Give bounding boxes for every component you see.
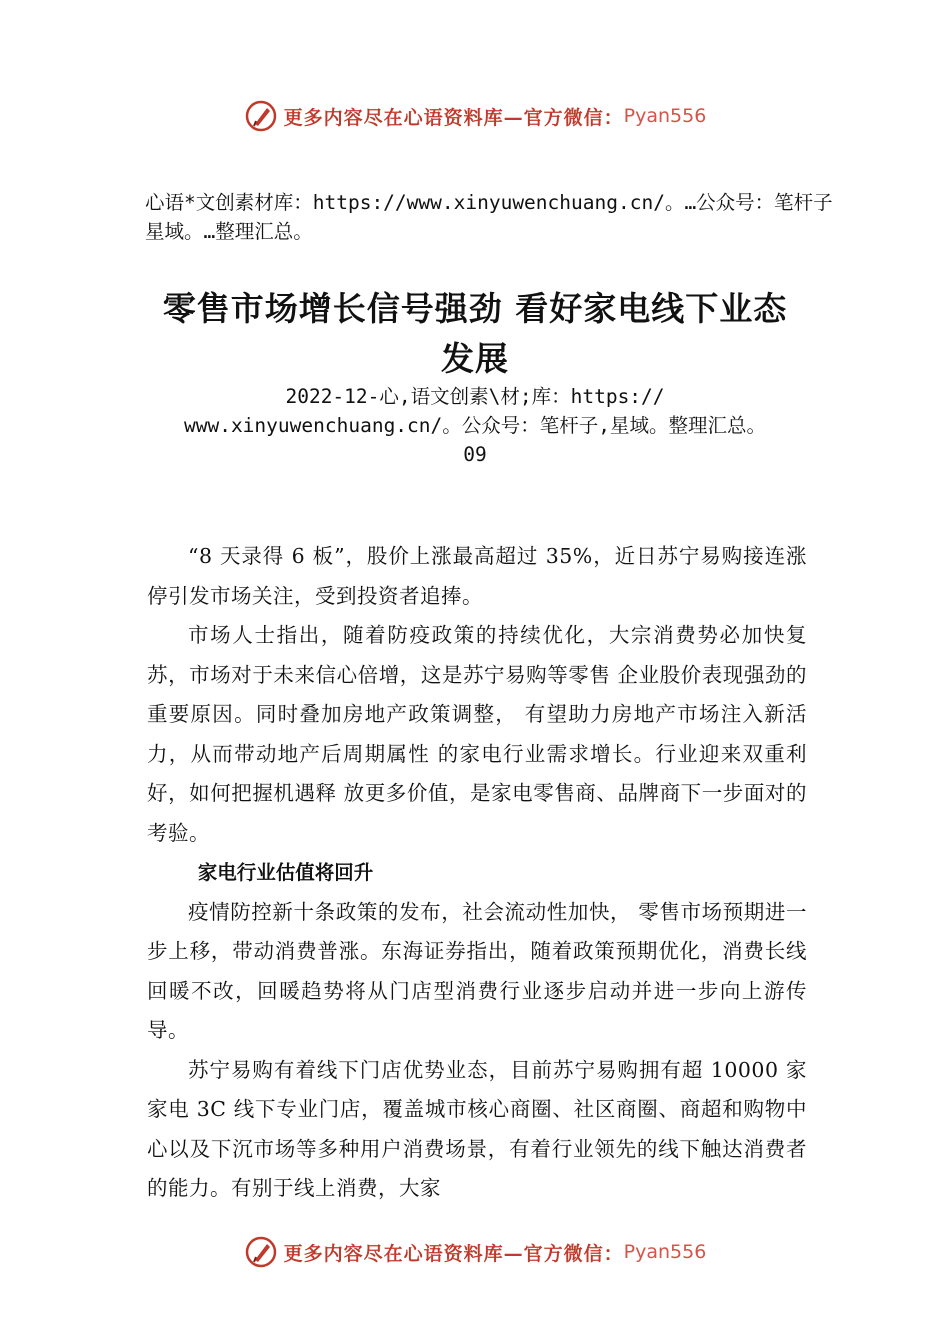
title-line-2: 发展 <box>441 339 509 378</box>
section-heading: 家电行业估值将回升 <box>197 861 374 884</box>
title-line-1: 零售市场增长信号强劲 看好家电线下业态 <box>162 289 788 328</box>
article-body <box>147 537 807 1209</box>
article-meta <box>130 382 820 469</box>
pen-logo-icon <box>244 1235 278 1269</box>
paragraph: 市场人士指出，随着防疫政策的持续优化，大宗消费势必加快复苏，市场对于未来信心倍增，这是苏宁易购等零售 企业股价表现强劲的重要原因。同时叠加房地产政策调整， 有望助力房地产市场注入新活力，从而带动地产后周期属性 的家电行业需求增长。行业迎来双重利好，如何把握机遇释 放更多价值，是家电零售商、品牌商下一步面对的考验。 <box>147 623 807 845</box>
banner-text: 更多内容尽在心语资料库—官方微信： <box>283 1242 624 1265</box>
footer-banner <box>0 1232 950 1272</box>
header-banner <box>0 96 950 136</box>
meta-line-3: 09 <box>463 443 487 466</box>
meta-line-1: 2022-12-心,语文创素\材;库：https:// <box>285 385 665 408</box>
paragraph: 苏宁易购有着线下门店优势业态，目前苏宁易购拥有超 10000 家家电 3C 线下专业门店，覆盖城市核心商圈、社区商圈、商超和购物中心以及下沉市场等多种用户消费场景，有着行业领先的线下触达消费者的能力。有别于线上消费，大家 <box>147 1057 807 1200</box>
paragraph: 疫情防控新十条政策的发布，社会流动性加快， 零售市场预期进一步上移，带动消费普涨。东海证券指出，随着政策预期优化，消费长线回暖不改，回暖趋势将从门店型消费行业逐步启动并进一步向上游传导。 <box>147 899 807 1042</box>
banner-wechat-id: Pyan556 <box>623 1241 707 1263</box>
article-title <box>100 284 850 384</box>
meta-line-2: www.xinyuwenchuang.cn/。公众号：笔杆子,星域。整理汇总。 <box>183 414 767 437</box>
paragraph: “8 天录得 6 板”，股价上涨最高超过 35%，近日苏宁易购接连涨停引发市场关注，受到投资者追捧。 <box>147 544 807 608</box>
banner-wechat-id: Pyan556 <box>623 105 707 127</box>
banner-text: 更多内容尽在心语资料库—官方微信： <box>283 106 624 129</box>
source-note: 心语*文创素材库：https://www.xinyuwenchuang.cn/。…公众号：笔杆子星域。…整理汇总。 <box>145 191 833 243</box>
pen-logo-icon <box>244 99 278 133</box>
